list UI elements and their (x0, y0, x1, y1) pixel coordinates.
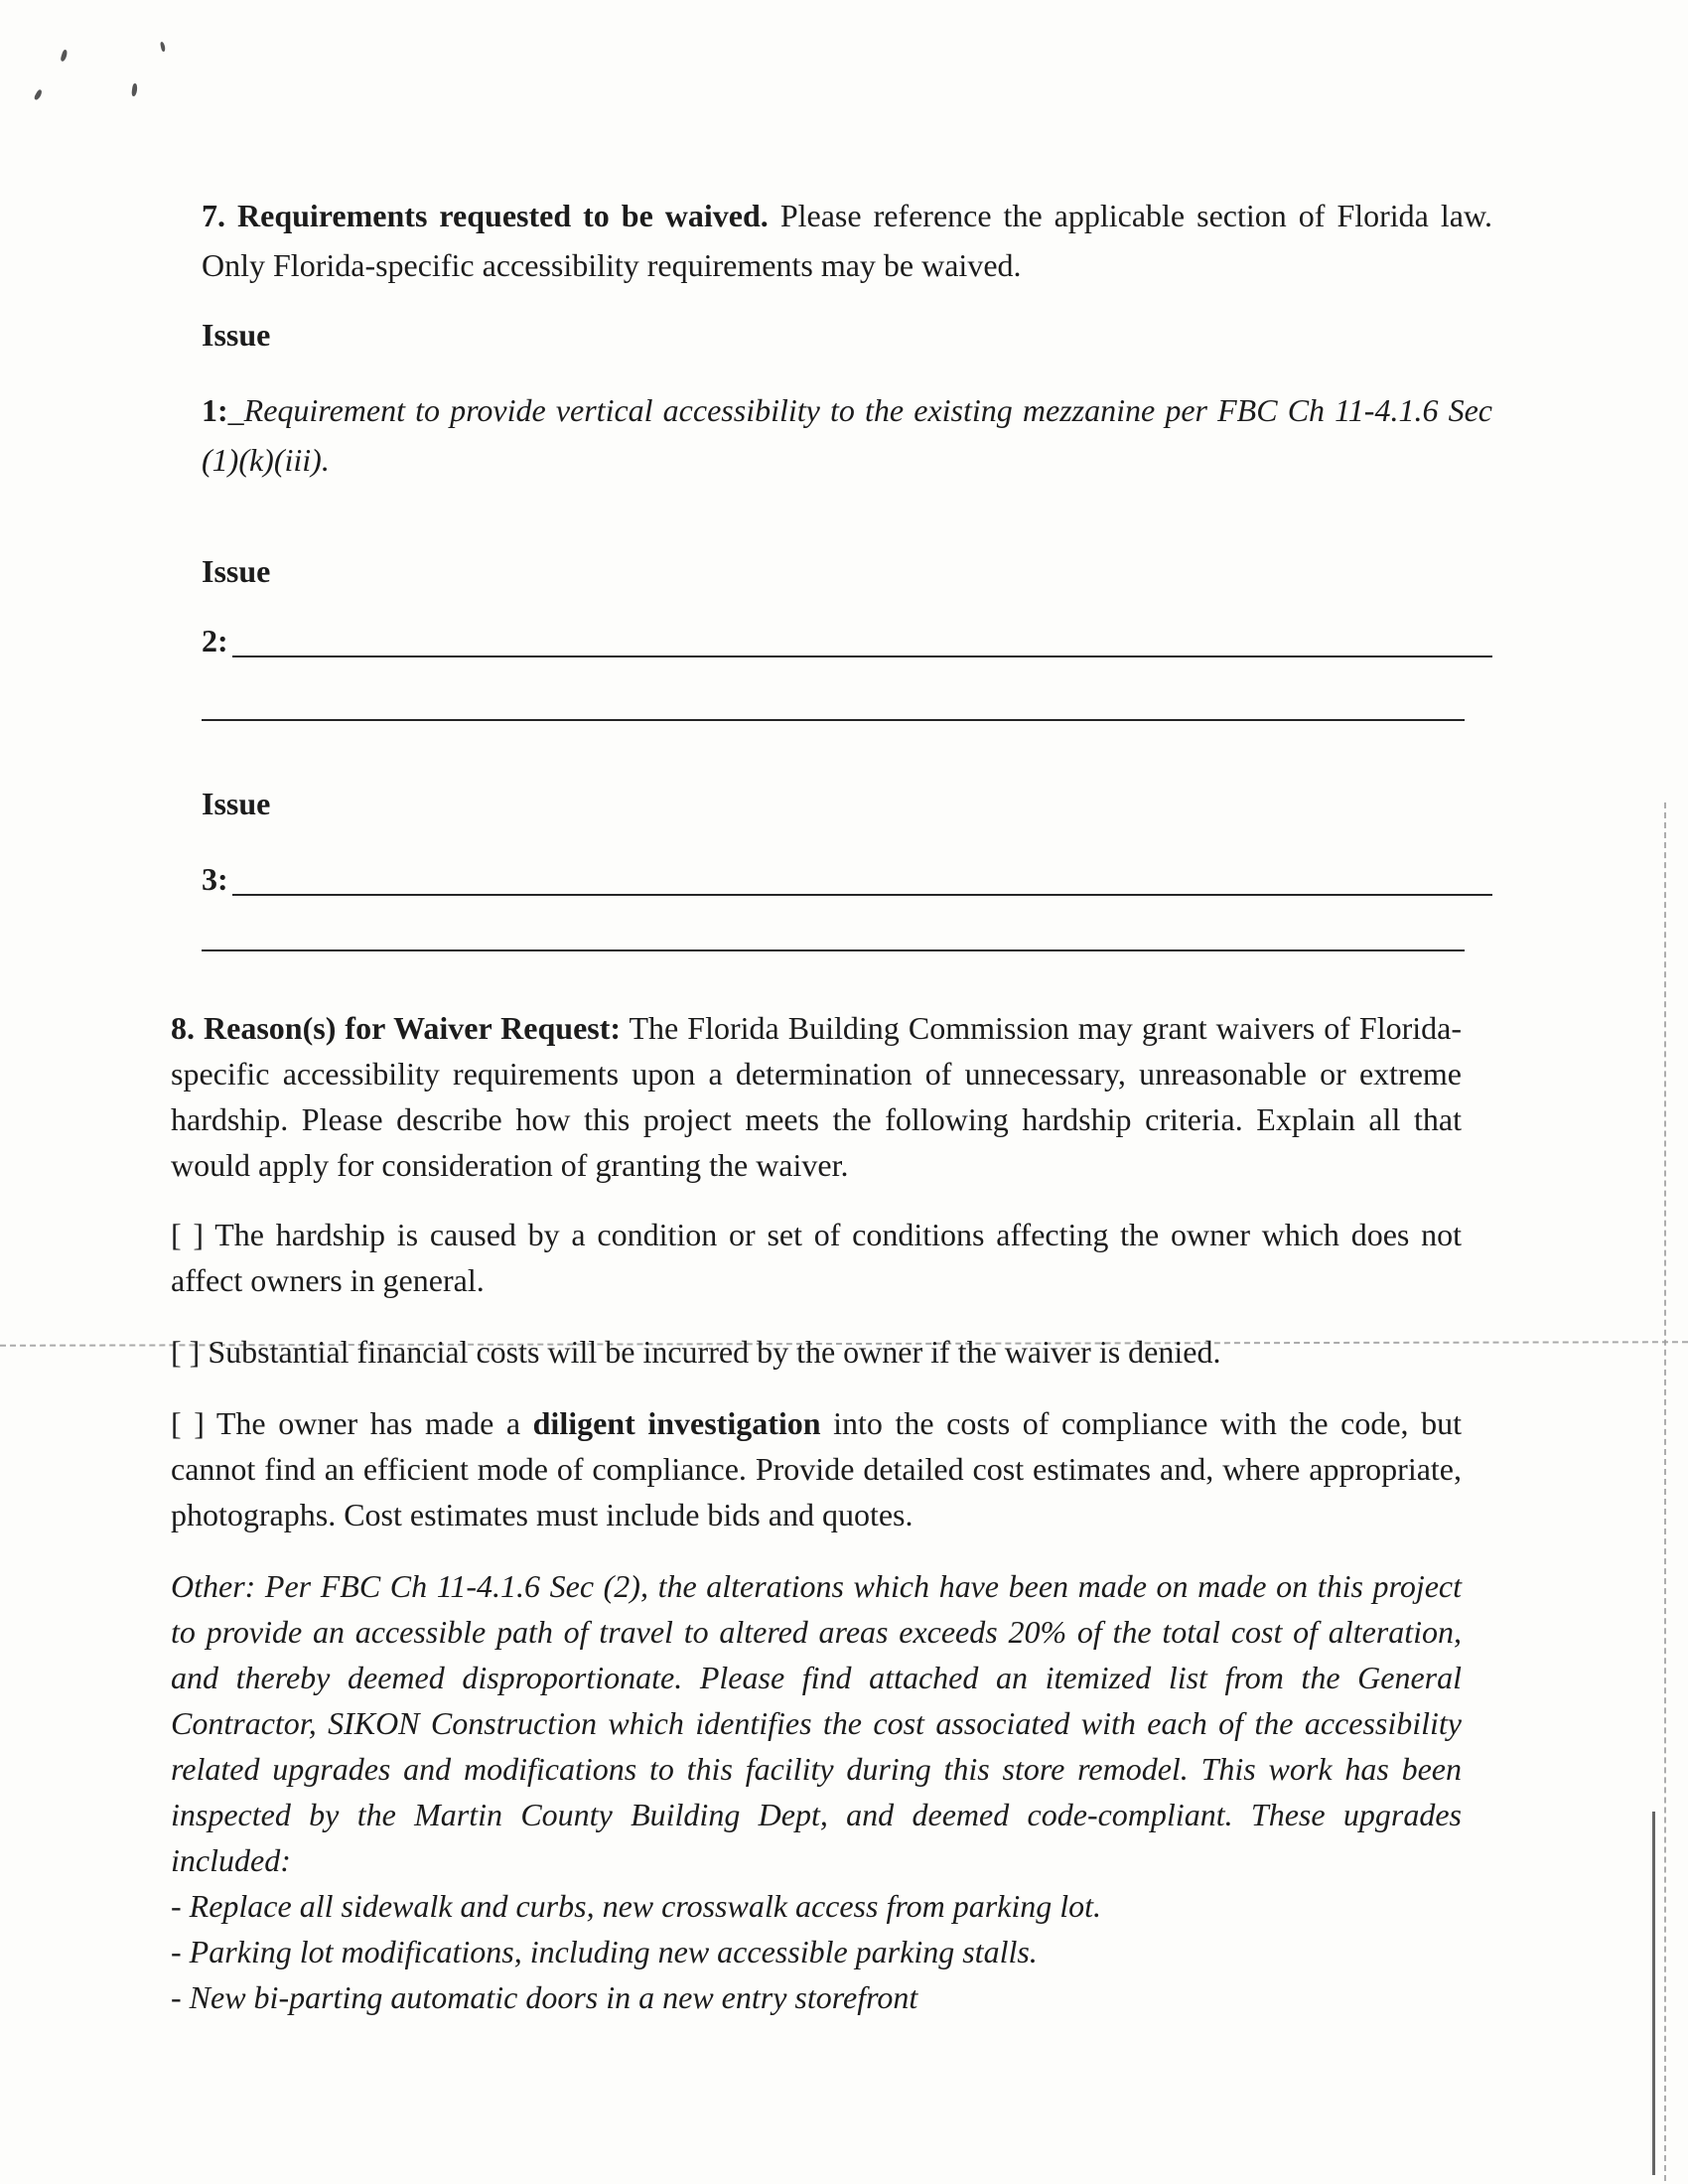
issue2-label: Issue (202, 553, 271, 589)
issue3-field (202, 854, 1492, 904)
scan-speck (60, 50, 68, 63)
scan-speck (34, 88, 44, 100)
issue1-label: Issue (202, 317, 271, 353)
criterion-hardship-condition (171, 1212, 1462, 1303)
section8-paragraph (171, 1005, 1462, 1188)
issue3-blank-line-2 (202, 949, 1465, 951)
other-bullet-sidewalk: - Replace all sidewalk and curbs, new crosswalk access from parking lot. (171, 1888, 1102, 1924)
section8-body: The Florida Building Commission may grant waivers of Florida-specific accessibility requirements upon a determination of unnecessary, unreasonable or extreme hardship. Please describe how this project meets the following hardship criteria. Explain all that would apply for consideration of granting the waiver. (171, 1010, 1463, 1183)
criterion-text: Substantial financial costs will be incurred by the owner if the waiver is denied. (200, 1334, 1221, 1370)
criterion-text: The owner has made a (204, 1405, 533, 1441)
scan-edge-line-dark (1652, 1812, 1655, 2175)
other-reason-paragraph: Other: Per FBC Ch 11-4.1.6 Sec (2), the alterations which have been made on made on this project to provide an accessible path of travel to altered areas exceeds 20% of the total cost of alteration, and thereby deemed disproportionate. Please find attached an itemized list from the General Contractor, SIKON Construction which identifies the cost associated with each of the accessibility related upgrades and modifications to this facility during this store remodel. This work has been inspected by the Martin County Building Dept, and deemed code-compliant. These upgrades included: (171, 1568, 1462, 1878)
issue1-value: _Requirement to provide vertical accessibility to the existing mezzanine per FBC Ch 11-4.1.6 Sec (1)(k)(iii). (202, 392, 1492, 478)
section7-paragraph (202, 191, 1492, 290)
checkbox-marker: [ ] (171, 1217, 205, 1252)
other-bullet-doors: - New bi-parting automatic doors in a new entry storefront (171, 1979, 918, 2015)
issue2-field (202, 616, 1492, 665)
issue3-blank-line (232, 854, 1492, 896)
criterion-text-bold: diligent investigation (532, 1405, 821, 1441)
issue2-number: 2: (202, 623, 228, 658)
section7-block (202, 191, 1492, 951)
criterion-text-post: into the costs of compliance with the code, but cannot find an efficient mode of compliance. Provide detailed cost estimates and, where appropriate, photographs. Cost estimates must include bids and quotes. (171, 1405, 1463, 1532)
issue1-number: 1: (202, 392, 228, 428)
checkbox-marker: [ ] (171, 1334, 201, 1370)
issue1-text (202, 385, 1492, 485)
criterion-financial-costs (171, 1329, 1462, 1375)
section7-heading: 7. Requirements requested to be waived. (202, 198, 769, 233)
scan-edge-line-vertical (1664, 802, 1666, 2181)
other-bullet-parking: - Parking lot modifications, including new accessible parking stalls. (171, 1934, 1038, 1969)
criterion-diligent-investigation (171, 1400, 1462, 1537)
issue3-label: Issue (202, 786, 271, 821)
issue2-blank-line-2 (202, 719, 1465, 721)
criterion-text: The hardship is caused by a condition or set of conditions affecting the owner which does not affect owners in general. (171, 1217, 1463, 1298)
section7-body: Please reference the applicable section of Florida law. Only Florida-specific accessibility requirements may be waived. (202, 198, 1493, 283)
scan-speck (160, 42, 166, 53)
section8-block (171, 1005, 1462, 2020)
checkbox-marker: [ ] (171, 1405, 205, 1441)
section8-heading: 8. Reason(s) for Waiver Request: (171, 1010, 622, 1046)
issue3-number: 3: (202, 861, 228, 897)
scan-speck (131, 83, 138, 97)
issue2-blank-line (232, 616, 1492, 657)
